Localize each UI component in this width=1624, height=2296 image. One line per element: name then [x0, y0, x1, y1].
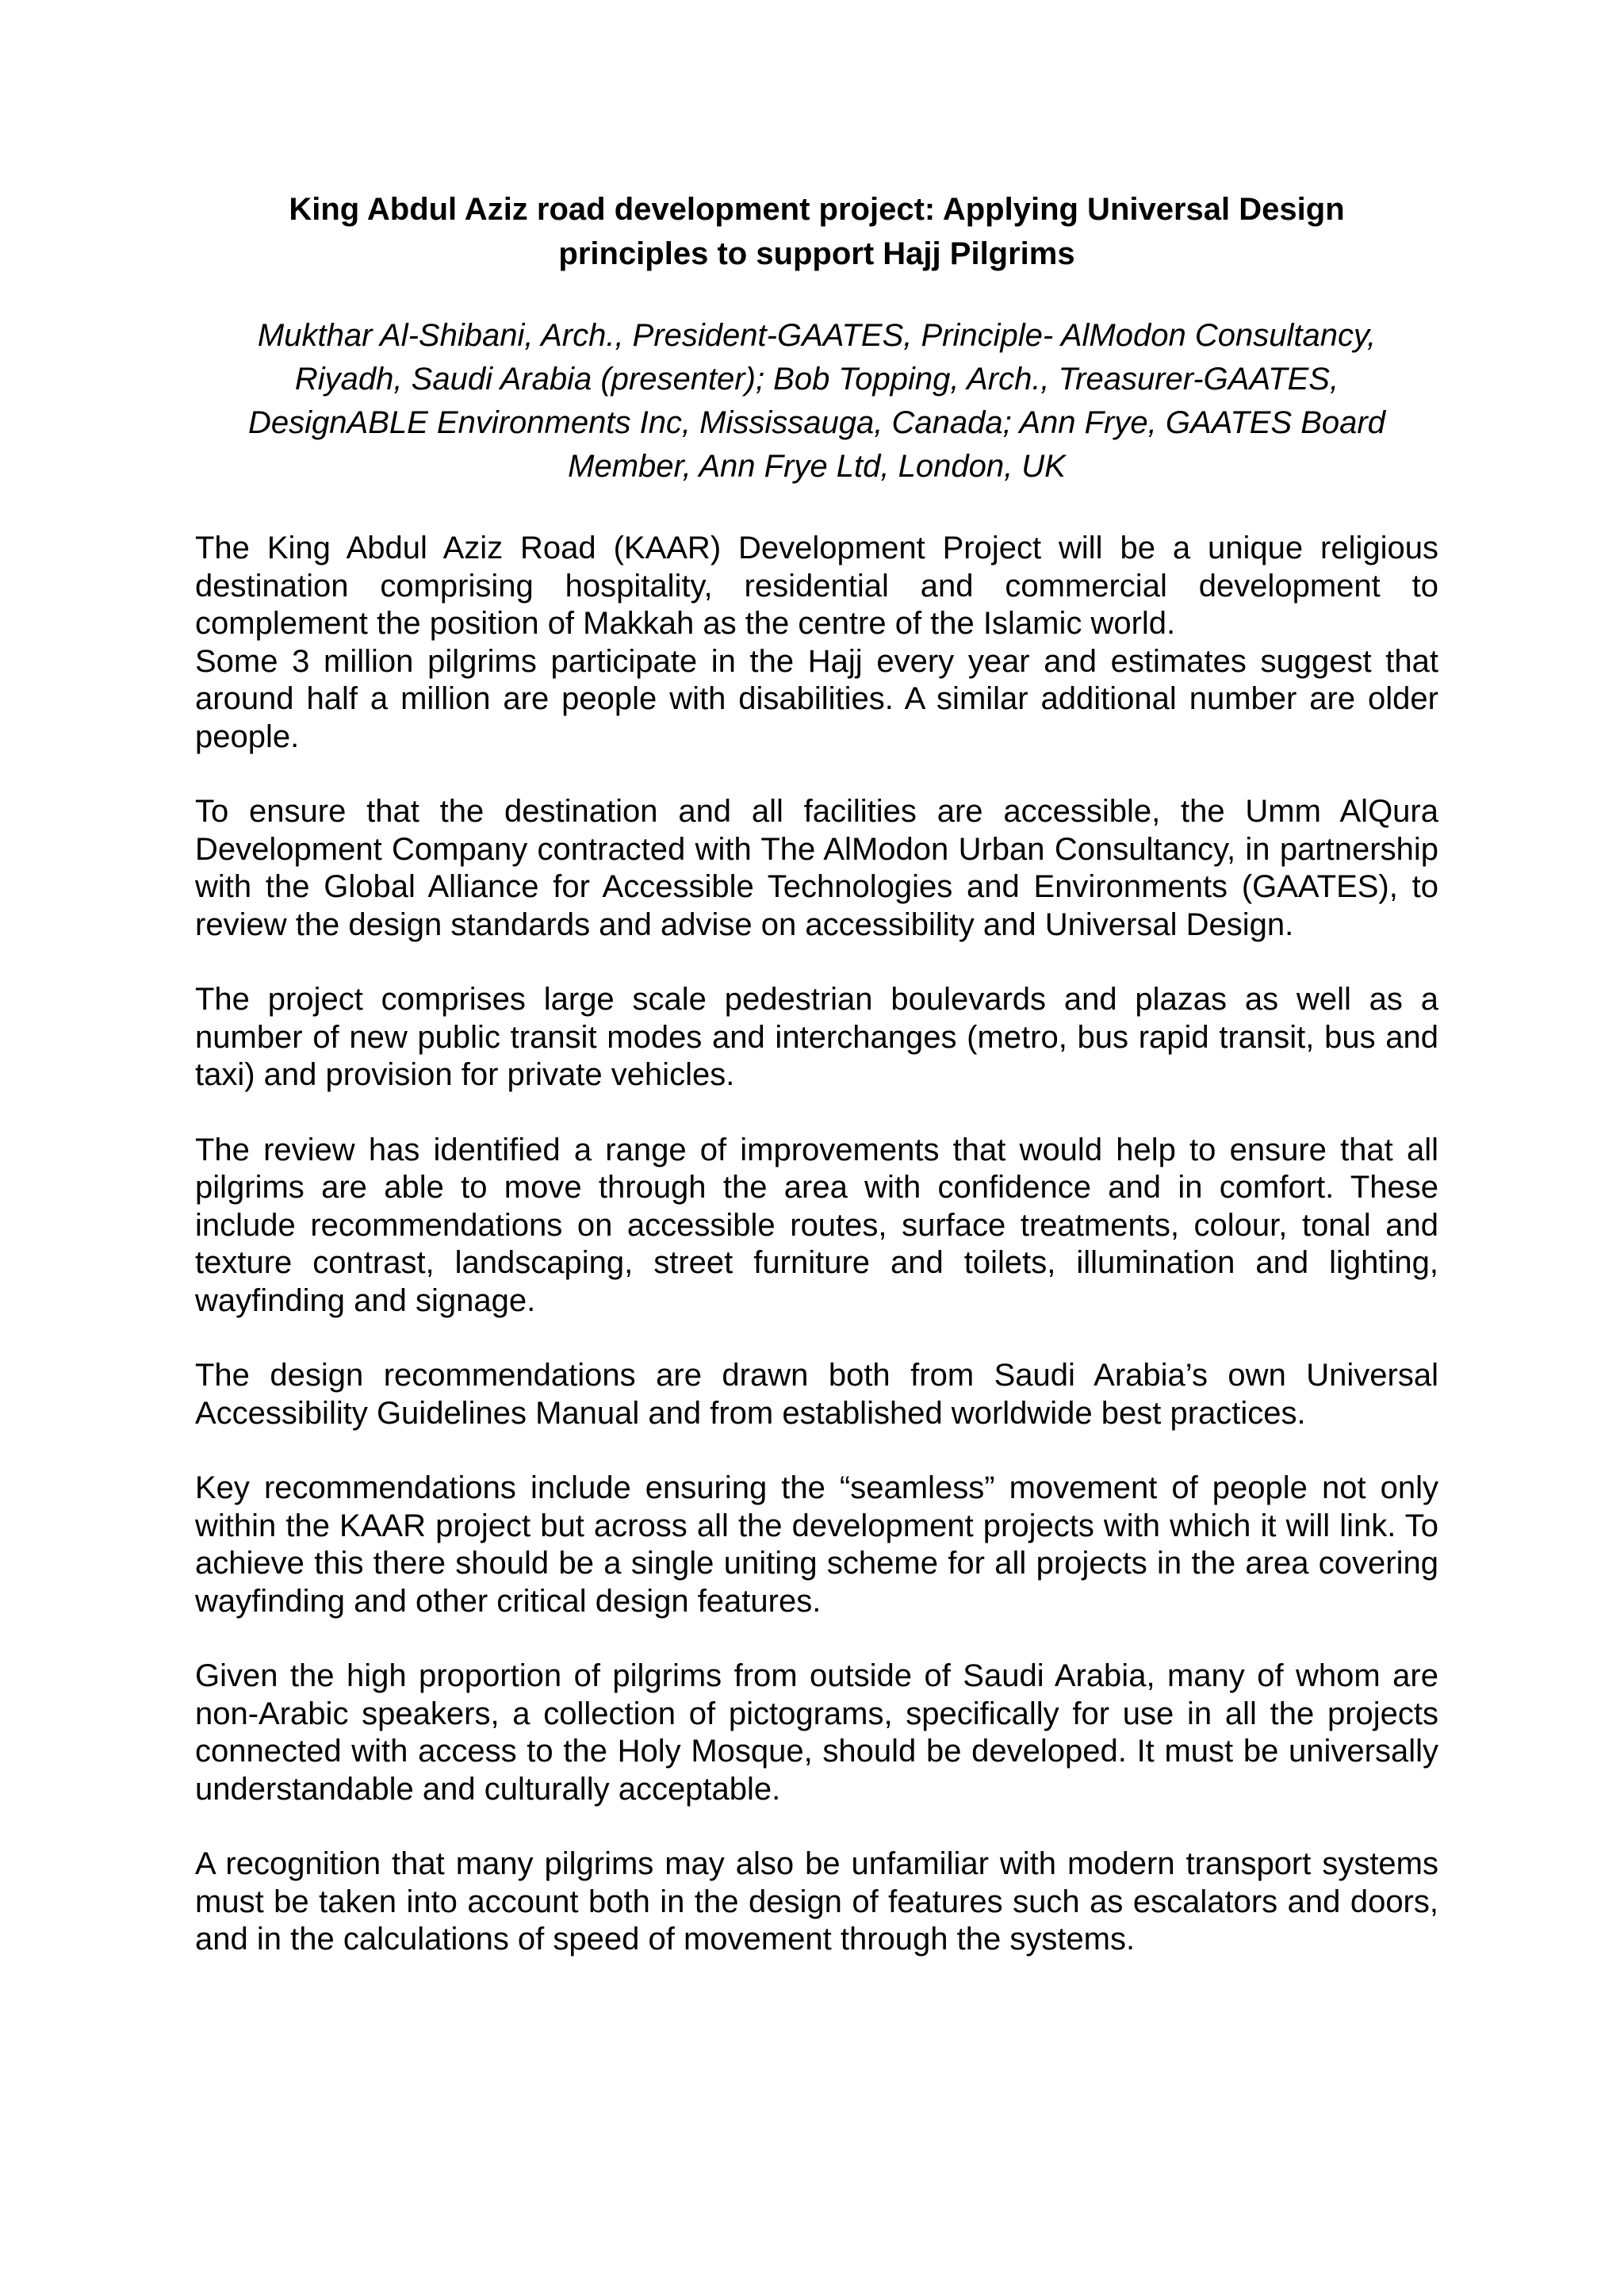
author-line: DesignABLE Environments Inc, Mississauga, Canada; Ann Frye, GAATES Board: [248, 405, 1385, 440]
author-line: Member, Ann Frye Ltd, London, UK: [568, 449, 1066, 484]
paragraph-project-scope: The project comprises large scale pedestrian boulevards and plazas as well as a number of new public transit modes and interchanges (metro, bus rapid transit, bus and taxi) and provision for private vehicles.: [195, 982, 1438, 1092]
paragraph-project-intro: The King Abdul Aziz Road (KAAR) Development Project will be a unique religious destination comprising hospitality, residential and commercial development to complement the position of Makkah as the centre of the Islamic world.: [195, 531, 1438, 641]
paragraph-seamless-movement: Key recommendations include ensuring the “seamless” movement of people not only within the KAAR project but across all the development projects with which it will link. To achieve this there should be a single uniting scheme for all projects in the area covering wayfinding and other critical design features.: [195, 1470, 1438, 1619]
paragraph-pictograms: Given the high proportion of pilgrims from outside of Saudi Arabia, many of whom are non-Arabic speakers, a collection of pictograms, specifically for use in all the projects connected with access to the Holy Mosque, should be developed. It must be universally understandable and culturally acceptable.: [195, 1658, 1438, 1807]
paragraph-guidelines-source: The design recommendations are drawn both from Saudi Arabia’s own Universal Accessibility Guidelines Manual and from established worldwide best practices.: [195, 1358, 1438, 1431]
title-line: King Abdul Aziz road development project: Applying Universal Design: [289, 192, 1345, 227]
paragraph-review-findings: The review has identified a range of improvements that would help to ensure that all pilgrims are able to move through the area with confidence and in comfort. These include recommendations on accessible routes, surface treatments, colour, tonal and texture contrast, landscaping, street furniture and toilets, illumination and lighting, wayfinding and signage.: [195, 1132, 1438, 1318]
paragraph-consultancy: To ensure that the destination and all facilities are accessible, the Umm AlQura Development Company contracted with The AlModon Urban Consultancy, in partnership with the Global Alliance for Accessible Technologies and Environments (GAATES), to review the design standards and advise on accessibility and Universal Design.: [195, 794, 1438, 942]
paragraph-pilgrim-numbers: Some 3 million pilgrims participate in the Hajj every year and estimates suggest that around half a million are people with disabilities. A similar additional number are older people.: [195, 643, 1438, 754]
title-line: principles to support Hajj Pilgrims: [558, 236, 1075, 271]
paper-title: [195, 187, 1438, 276]
author-line: Mukthar Al-Shibani, Arch., President-GAATES, Principle- AlModon Consultancy,: [257, 318, 1377, 353]
author-line: Riyadh, Saudi Arabia (presenter); Bob Topping, Arch., Treasurer-GAATES,: [294, 362, 1339, 397]
author-affiliations: [195, 314, 1438, 489]
document-page: [195, 187, 1438, 1959]
paragraph-transport-systems: A recognition that many pilgrims may also be unfamiliar with modern transport systems must be taken into account both in the design of features such as escalators and doors, and in the calculations of speed of movement through the systems.: [195, 1846, 1438, 1957]
